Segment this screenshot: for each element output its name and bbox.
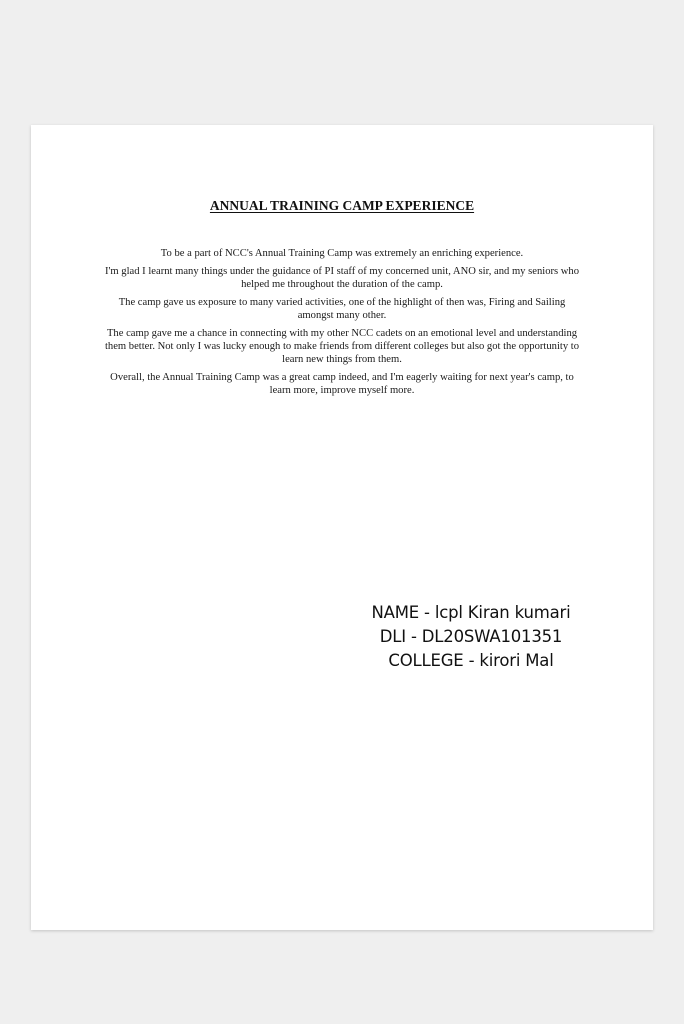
paragraph-2: I'm glad I learnt many things under the guidance of PI staff of my concerned unit, ANO sir, and my seniors who helped me throughout the duration of the camp. bbox=[104, 266, 580, 290]
signature-dli: DLI - DL20SWA101351 bbox=[379, 627, 563, 646]
document-page bbox=[31, 125, 653, 930]
document-body bbox=[101, 247, 583, 402]
document-title: ANNUAL TRAINING CAMP EXPERIENCE bbox=[209, 198, 475, 213]
paragraph-3: The camp gave us exposure to many varied activities, one of the highlight of then was, Firing and Sailing amongst many other. bbox=[118, 297, 566, 321]
signature-block bbox=[331, 601, 611, 673]
signature-college: COLLEGE - kirori Mal bbox=[388, 651, 554, 670]
paragraph-5: Overall, the Annual Training Camp was a great camp indeed, and I'm eagerly waiting for next year's camp, to learn more, improve myself more. bbox=[110, 372, 574, 396]
paragraph-4: The camp gave me a chance in connecting with my other NCC cadets on an emotional level and understanding them better. Not only I was lucky enough to make friends from different colleges but also got the opportunity to learn new things from them. bbox=[104, 328, 580, 365]
paragraph-1: To be a part of NCC's Annual Training Camp was extremely an enriching experience. bbox=[160, 248, 524, 259]
signature-name: NAME - lcpl Kiran kumari bbox=[371, 603, 571, 622]
